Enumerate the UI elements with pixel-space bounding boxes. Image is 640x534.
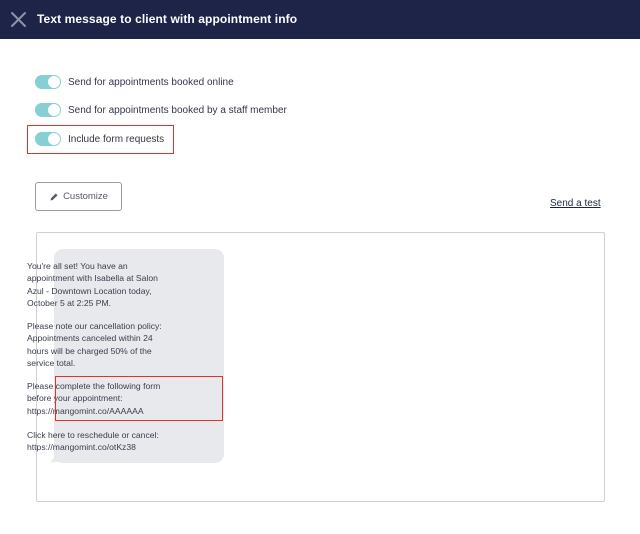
toggle-knob [48,104,60,116]
toggle-booked-by-staff[interactable] [35,103,61,117]
toggle-row-staff [35,102,287,118]
message-paragraph-form-request: Please complete the following form before your appointment: https://mangomint.co/AAAAAA [27,381,161,416]
toggle-booked-online[interactable] [35,75,61,89]
form-request-text-highlight [55,376,223,421]
toggle-label-online: Send for appointments booked online [68,76,234,88]
message-paragraph-reschedule: Click here to reschedule or cancel: https://mangomint.co/otKz38 [27,430,159,453]
form-requests-highlight [27,125,174,154]
send-test-link[interactable]: Send a test [550,198,601,209]
message-paragraph-cancellation-policy: Please note our cancellation policy: Appointments canceled within 24 hours will be charged 50% of the service total. [27,321,162,369]
toggle-label-staff: Send for appointments booked by a staff member [68,104,287,116]
dialog-header [0,0,640,39]
dialog-title: Text message to client with appointment info [37,12,298,26]
customize-button[interactable] [35,182,122,211]
close-icon[interactable] [10,11,27,28]
message-paragraph-confirmation: You're all set! You have an appointment with Isabella at Salon Azul - Downtown Location today, October 5 at 2:25 PM. [27,261,158,309]
customize-label: Customize [63,191,108,202]
toggle-knob [48,76,60,88]
toggle-row-online [35,74,234,90]
pencil-icon [49,192,59,202]
toggle-label-form-requests: Include form requests [68,133,165,145]
